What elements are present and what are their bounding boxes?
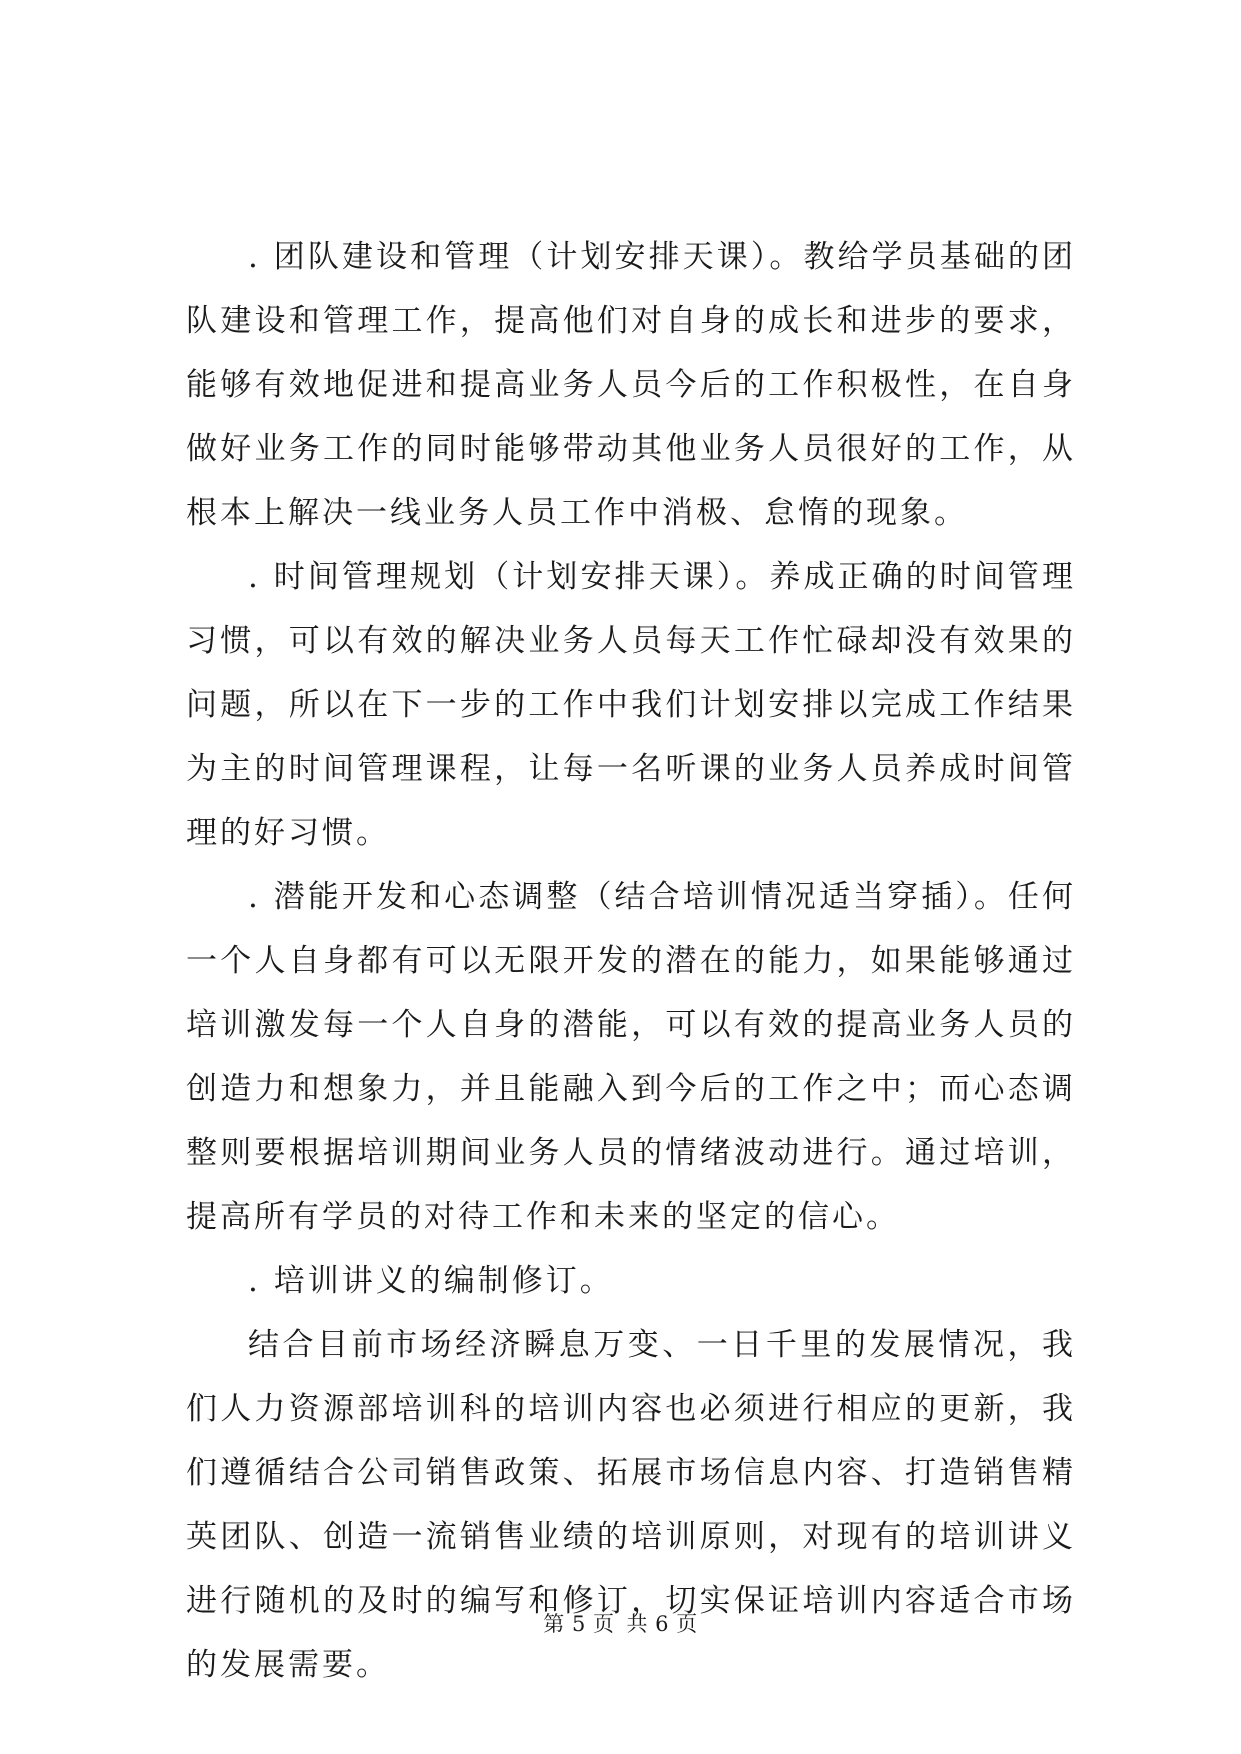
document-body <box>186 225 1076 1697</box>
paragraph-market-update: 结合目前市场经济瞬息万变、一日千里的发展情况，我们人力资源部培训科的培训内容也必须进行相应的更新，我们遵循结合公司销售政策、拓展市场信息内容、打造销售精英团队、创造一流销售业绩的培训原则，对现有的培训讲义进行随机的及时的编写和修订，切实保证培训内容适合市场的发展需要。 <box>186 1327 1076 1683</box>
paragraph-handout-revision: . 培训讲义的编制修订。 <box>248 1263 614 1299</box>
paragraph-time-management: . 时间管理规划（计划安排天课）。养成正确的时间管理习惯，可以有效的解决业务人员每天工作忙碌却没有效果的问题，所以在下一步的工作中我们计划安排以完成工作结果为主的时间管理课程，让每一名听课的业务人员养成时间管理的好习惯。 <box>186 559 1076 851</box>
page-number: 第 5 页 <box>543 1612 615 1636</box>
paragraph-potential-development: . 潜能开发和心态调整（结合培训情况适当穿插）。任何一个人自身都有可以无限开发的潜在的能力，如果能够通过培训激发每一个人自身的潜能，可以有效的提高业务人员的创造力和想象力，并且能融入到今后的工作之中；而心态调整则要根据培训期间业务人员的情绪波动进行。通过培训，提高所有学员的对待工作和未来的坚定的信心。 <box>186 879 1076 1235</box>
paragraph-team-building: . 团队建设和管理（计划安排天课）。教给学员基础的团队建设和管理工作，提高他们对自身的成长和进步的要求，能够有效地促进和提高业务人员今后的工作积极性，在自身做好业务工作的同时能够带动其他业务人员很好的工作，从根本上解决一线业务人员工作中消极、怠惰的现象。 <box>186 239 1076 531</box>
page-footer <box>0 1608 1241 1638</box>
page-total: 共 6 页 <box>626 1612 698 1636</box>
